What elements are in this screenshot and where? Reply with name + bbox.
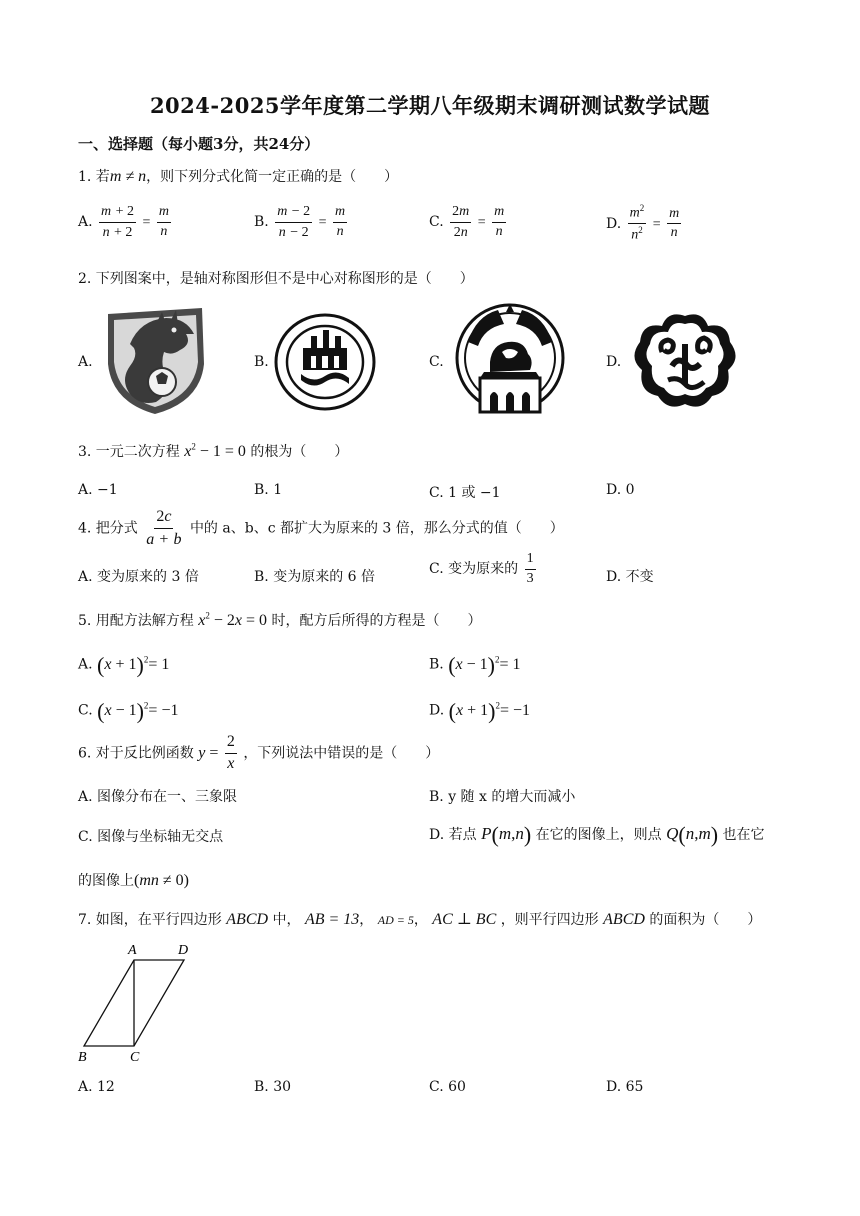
q5-option-a[interactable]: A. $(x + 1)^2= 1$ [78,652,170,677]
q3-option-b[interactable]: B. 1 [254,482,283,498]
q4-option-d[interactable]: D. 不变 [606,569,654,585]
vertex-label-c: C [130,1050,140,1065]
building-circle-emblem-icon [273,312,377,412]
question-2-stem: 2. 下列图案中，是轴对称图形但不是中心对称图形的是（ ） [78,271,474,287]
q2-label-a[interactable]: A. [78,354,93,370]
page-title: 2024-2025学年度第二学期八年级期末调研测试数学试题 [149,93,711,118]
q5-option-d[interactable]: D. $(x + 1)^2= -1$ [429,698,530,723]
q5-option-b[interactable]: B. $(x - 1)^2= 1$ [429,652,521,677]
q7-option-b[interactable]: B. 30 [254,1079,292,1095]
question-1-stem: 1. 若m ≠ n，则下列分式化简一定正确的是（ ） [78,168,399,185]
q1-option-a[interactable]: A. $\frac{m + 2}{n + 2}$ = $\frac{m}{n}$ [78,204,169,240]
q3-option-a[interactable]: A. −1 [78,482,118,498]
q6-option-d-continuation: 的图像上(mn ≠ 0) [78,872,189,889]
q4-option-c[interactable]: C. 变为原来的 $\frac{1}{3}$ [429,551,534,586]
q7-option-d[interactable]: D. 65 [606,1079,644,1095]
q2-label-d[interactable]: D. [606,354,622,370]
question-4-stem: 4. 把分式 $\frac{2c}{a + b}$ 中的 a、b、c 都扩大为原来的 3 倍，那么分式的值（ ） [78,508,564,548]
q7-option-c[interactable]: C. 60 [429,1079,466,1095]
vertex-label-d: D [178,943,189,958]
parallelogram-figure [74,940,204,1066]
q6-option-d[interactable]: D. 若点 P(m,n) 在它的图像上，则点 Q(n,m) 也在它 [429,822,765,847]
question-6-stem: 6. 对于反比例函数 y = $\frac{2}{x}$ ，下列说法中错误的是（ ） [78,733,440,772]
q4-option-a[interactable]: A. 变为原来的 3 倍 [78,569,199,585]
lion-gate-seal-emblem-icon [454,302,566,418]
section-heading: 一、选择题（每小题3分，共24分） [78,135,320,153]
q1-option-b[interactable]: B. $\frac{m - 2}{n - 2}$ = $\frac{m}{n}$ [254,204,346,240]
q5-option-c[interactable]: C. $(x - 1)^2= -1$ [78,698,179,723]
question-3-stem: 3. 一元二次方程 $x^2 - 1 = 0$ 的根为（ ） [78,441,349,460]
q3-option-d[interactable]: D. 0 [606,482,635,498]
q6-option-b[interactable]: B. y 随 x 的增大而减小 [429,789,576,805]
question-5-stem: 5. 用配方法解方程 $x^2 - 2x = 0$ 时，配方后所得的方程是（ ） [78,610,482,629]
q2-label-b[interactable]: B. [254,354,269,370]
q1-option-c[interactable]: C. $\frac{2m}{2n}$ = $\frac{m}{n}$ [429,204,505,240]
q6-option-a[interactable]: A. 图像分布在一、三象限 [78,789,238,805]
vertex-label-a: A [128,943,137,958]
q6-option-c[interactable]: C. 图像与坐标轴无交点 [78,829,224,845]
swirl-flower-emblem-icon [632,308,738,412]
q3-option-c[interactable]: C. 1 或 −1 [429,485,501,501]
question-7-stem: 7. 如图，在平行四边形 ABCD 中， AB = 13， AD = 5， AC ⊥ BC ，则平行四边形 ABCD 的面积为（ ） [78,911,762,928]
q1-option-d[interactable]: D. $\frac{m^2}{n^2}$ = $\frac{m}{n}$ [606,203,680,243]
q2-label-c[interactable]: C. [429,354,444,370]
q4-option-b[interactable]: B. 变为原来的 6 倍 [254,569,375,585]
vertex-label-b: B [78,1050,87,1065]
q7-option-a[interactable]: A. 12 [78,1079,115,1095]
horse-shield-emblem-icon [100,304,210,416]
